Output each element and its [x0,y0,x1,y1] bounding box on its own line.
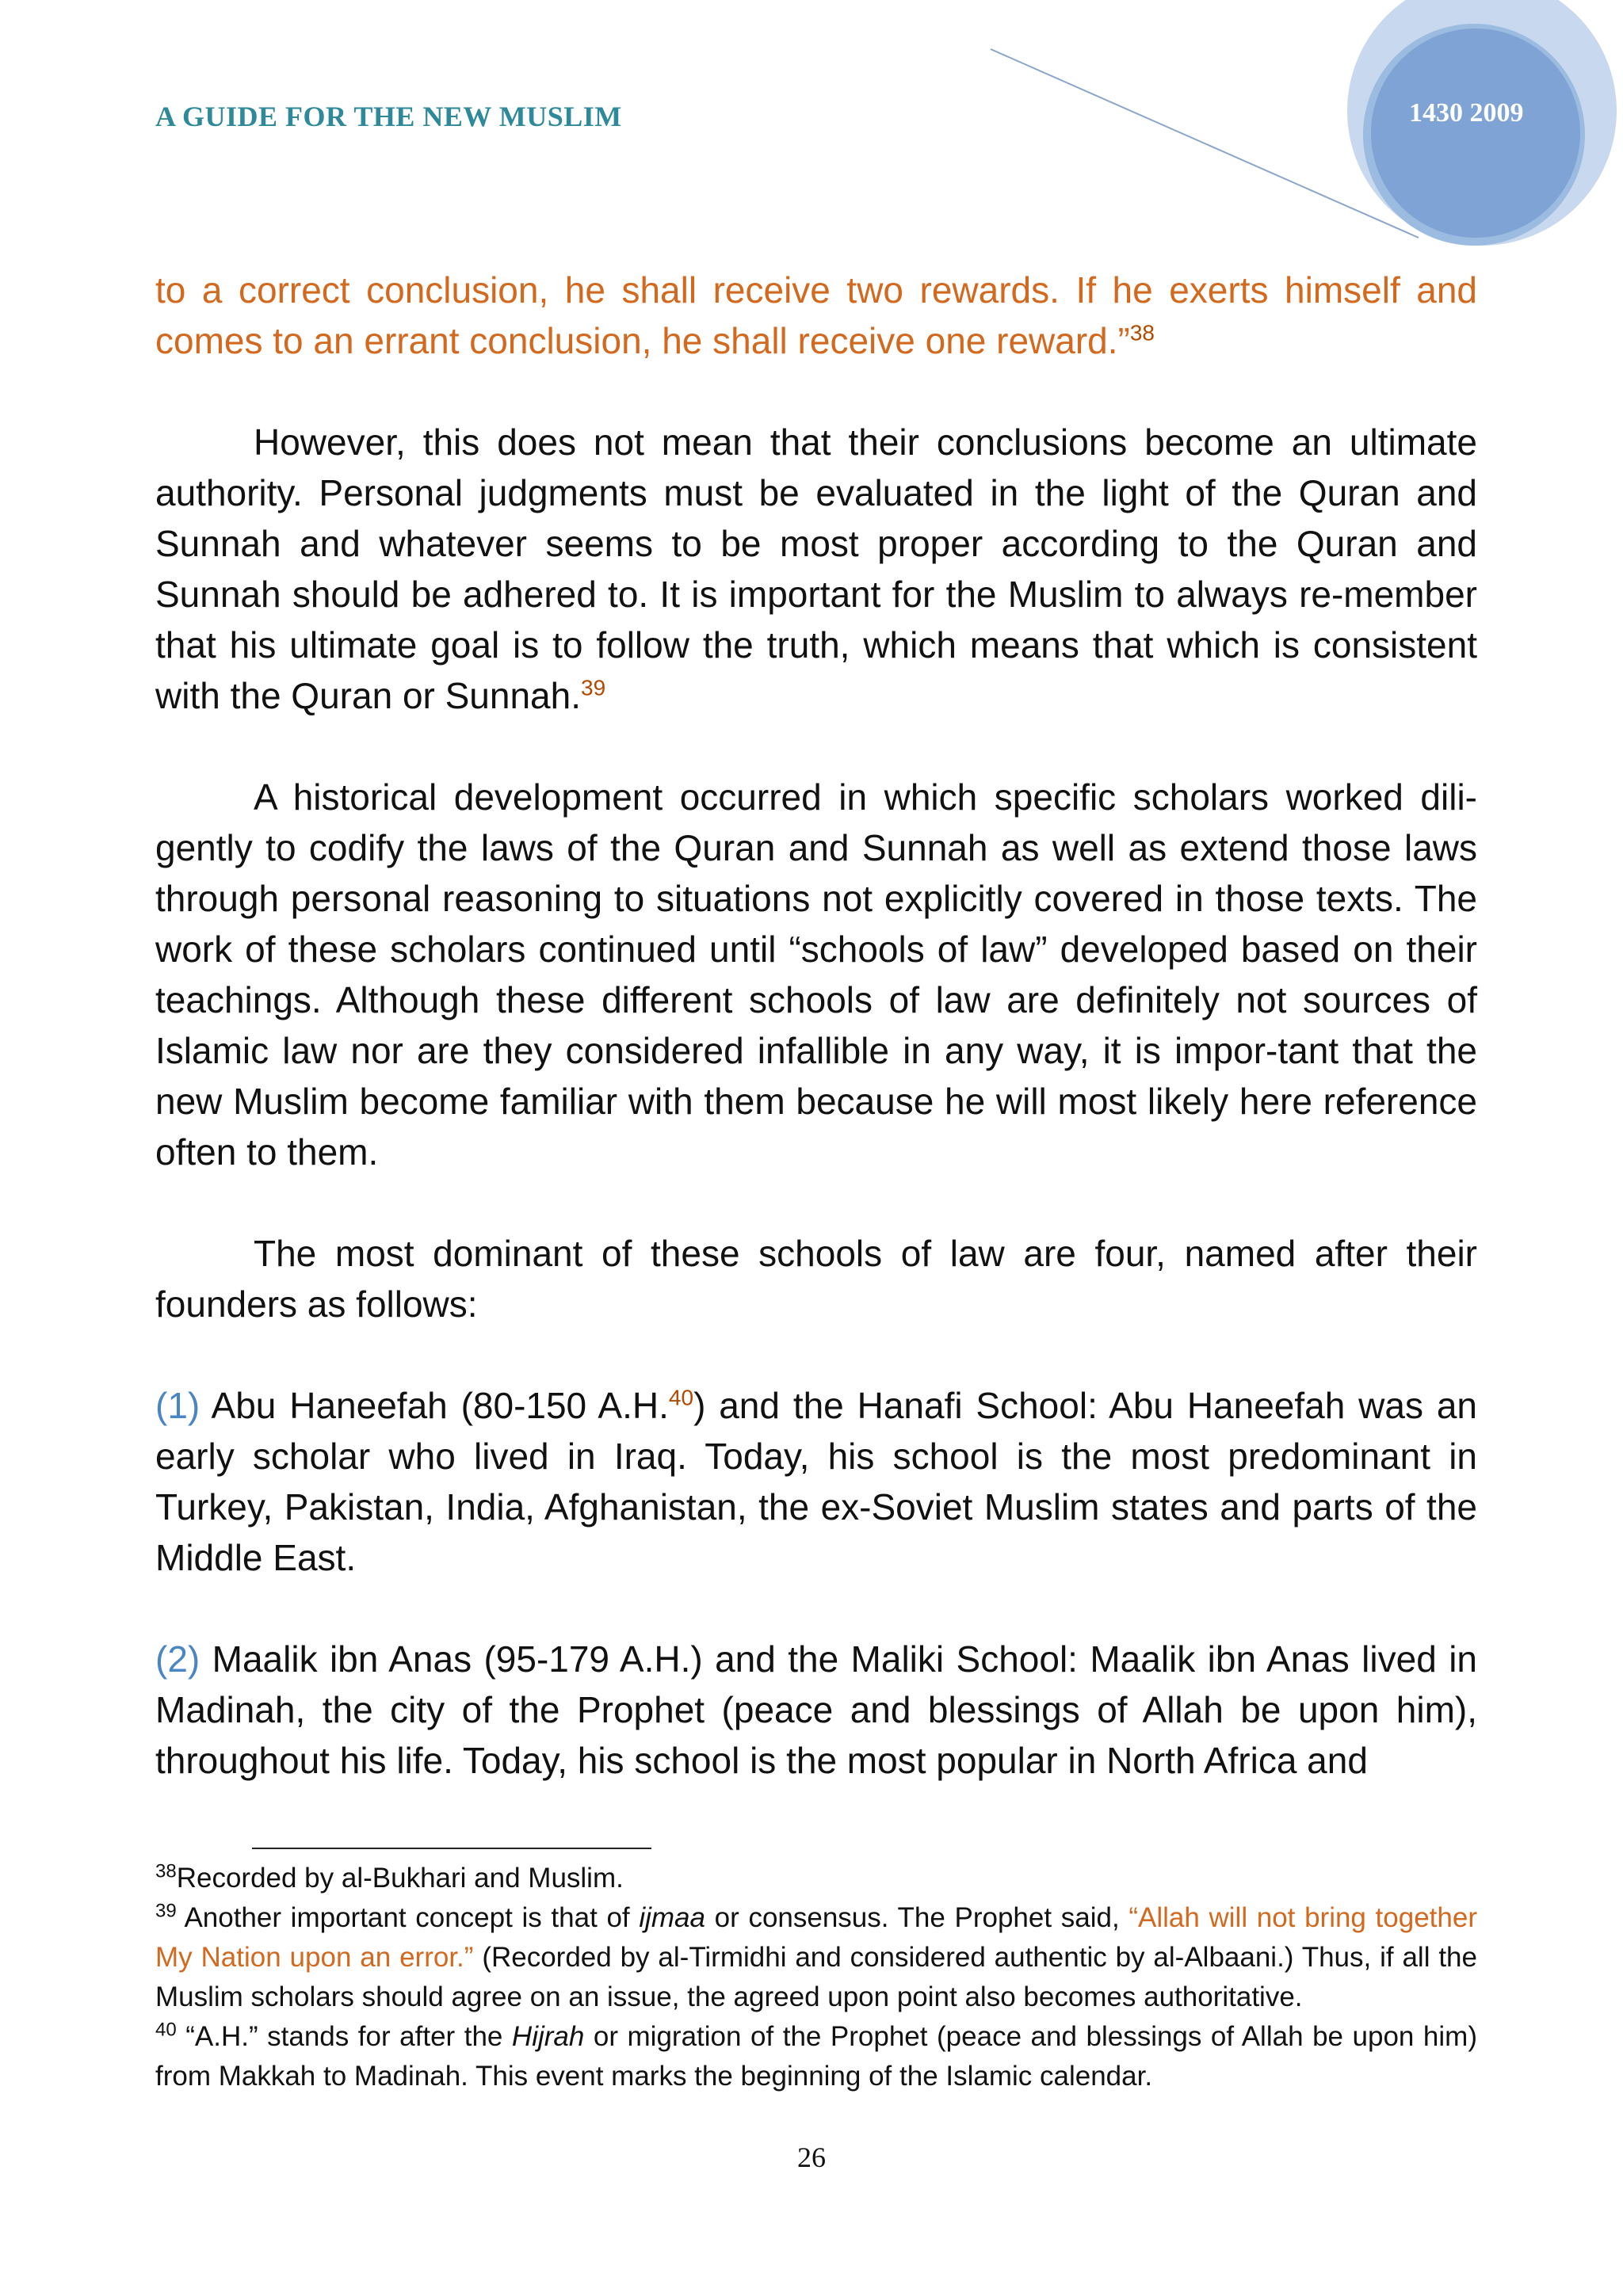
footnote-39: $^{39}$ Another important concept is that of ijmaa or consensus. The Prophet said, “Allah will not bring together My Nation upon an error.” (Recorded by al-Tirmidhi and considered authentic by al-Albaani.) Thus, if all the Muslim scholars should agree on an issue, the agreed upon point also becomes authoritative. [155,1900,1477,2012]
paragraph-authority: However, this does not mean that their conclusions become an ultimate authority. Personal judgments must be evaluated in the light of the Quran and Sunnah and whatever seems to be most proper according to the Quran and Sunnah should be adhered to. It is important for the Muslim to always re-member that his ultimate goal is to follow the truth, which means that which is consistent with the Quran or Sunnah.$^{39}$ [155,421,1477,716]
header-title: A GUIDE FOR THE NEW MUSLIM [155,101,622,132]
header-decoration [0,0,1623,285]
quote-continuation [155,265,1477,366]
school-item-hanafi: (1) Abu Haneefah (80-150 A.H.$^{40}$) and the Hanafi School: Abu Haneefah was an early scholar who lived in Iraq. Today, his school is the most predominant in Turkey, Pakistan, India, Afghanistan, the ex-Soviet Muslim states and parts of the Middle East. [155,1385,1477,1578]
paragraph-historical-development: A historical development occurred in which specific scholars worked dili-gently to codify the laws of the Quran and Sunnah as well as extend those laws through personal reasoning to situations not explicitly covered in those texts. The work of these scholars continued until “schools of law” developed based on their teachings. Although these different schools of law are definitely not sources of Islamic law nor are they considered infallible in any way, it is impor-tant that the new Muslim become familiar with them because he will most likely here reference often to them. [155,776,1477,1173]
footnote-separator [252,1848,651,1849]
item-number: (2) [155,1638,200,1680]
footnote-40: $^{40}$ “A.H.” stands for after the Hijrah or migration of the Prophet (peace and blessings of Allah be upon him) from Makkah to Madinah. This event marks the beginning of the Islamic calendar. [155,2019,1477,2092]
page-number: 26 [797,2142,826,2173]
footnote-ref-38[interactable]: 38 [1129,320,1155,345]
hadith-quote: “Allah will not bring together My Nation upon an error.” [155,1902,1477,1973]
main-text [155,265,1477,1786]
footnotes [155,1859,1477,2096]
footnote-ref-40[interactable]: 40 [668,1385,694,1410]
school-item-maliki: (2) Maalik ibn Anas (95-179 A.H.) and the Maliki School: Maalik ibn Anas lived in Madinah, the city of the Prophet (peace and blessings of Allah be upon him), throughout his life. Today, his school is the most popular in North Africa and [155,1638,1477,1781]
paragraph-dominant-schools: The most dominant of these schools of law are four, named after their founders as follows: [155,1233,1477,1325]
header-year: 1430 2009 [1409,98,1524,128]
item-number: (1) [155,1385,200,1426]
footnote-ref-39[interactable]: 39 [581,675,606,700]
hadith-quote: to a correct conclusion, he shall receive two rewards. If he exerts himself and comes to an errant conclusion, he shall receive one reward.” [155,269,1477,361]
footnote-38: $^{38}$Recorded by al-Bukhari and Muslim. [155,1860,624,1894]
